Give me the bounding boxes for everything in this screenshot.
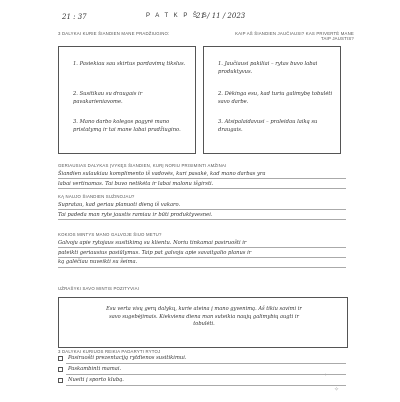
proud-box bbox=[58, 46, 196, 154]
affirmation-label: UŽRAŠYKI SAVO MINTIS POZITYVIAI bbox=[58, 286, 140, 291]
todo-checkbox[interactable] bbox=[58, 367, 63, 372]
best-thing-line: Šiandien sulaukiau komplimento iš vadovės, kuri pasakė, kad mano darbas yra bbox=[58, 171, 266, 177]
proud-item[interactable]: 2. Susitikau su draugais ir pavakarieniavome. bbox=[73, 91, 143, 105]
todo-row bbox=[58, 354, 346, 364]
todo-checkbox[interactable] bbox=[58, 356, 63, 361]
todo-text[interactable]: Pasiruošti prezentaciją rytdienos susitikimui. bbox=[68, 355, 187, 361]
todo-text[interactable]: Nueiti į sporto klubą. bbox=[68, 377, 124, 383]
best-thing-line: labai vertinamas. Tai buvo netikėta ir labai malonu išgirsti. bbox=[58, 180, 214, 187]
thoughts-area[interactable] bbox=[58, 238, 346, 272]
todo-text[interactable]: Paskambinti mamai. bbox=[68, 366, 122, 372]
learned-line: Supratau, kad geriau planuoti dieną iš vakaro. bbox=[58, 202, 181, 208]
affirmation-line: tobulėti. bbox=[193, 321, 215, 327]
proud-item[interactable]: 3. Mano darbo kolegos pagyrė mano pristatymą ir tai mane labai pradžiugino. bbox=[73, 119, 181, 133]
learned-area[interactable] bbox=[58, 200, 346, 224]
affirmation-line: Esu verta visų gerų dalykų, kurie ateina į mano gyvenimą. Aš tikiu savimi ir bbox=[106, 306, 302, 312]
thoughts-line: Galvoju apie rytojaus susitikimą su klientu. Noriu tinkamai pasiruošti ir bbox=[58, 240, 247, 246]
learned-line: Tai padeda man ryte jaustis ramiau ir būti produktyvesnei. bbox=[58, 211, 213, 218]
best-thing-label: GERIAUSIAS DALYKAS ĮVYKĘS ŠIANDIEN, KURĮ NORIU PRISIMINTI AMŽINAI bbox=[58, 163, 227, 168]
page-header bbox=[58, 12, 348, 24]
feeling-item[interactable]: 3. Atsipalaidavusi – praleidau laiką su draugais. bbox=[218, 119, 318, 133]
feeling-box bbox=[203, 46, 341, 154]
time-entry[interactable]: 21 : 37 bbox=[62, 13, 87, 21]
thoughts-line: ką galėčiau nuveikti su šeima. bbox=[58, 259, 138, 265]
affirmation-box[interactable] bbox=[58, 297, 348, 348]
weekday-selector[interactable]: P A T K P Š S bbox=[146, 13, 209, 19]
sparkle-icon: ✧ bbox=[334, 387, 340, 393]
todo-checkbox[interactable] bbox=[58, 378, 63, 383]
proud-label: 3 DALYKAI KURIE ŠIANDIEN MANE PRADŽIUGINO: bbox=[58, 31, 170, 36]
date-entry[interactable]: 21 / 11 / 2023 bbox=[196, 12, 246, 20]
thoughts-label: KOKIOS MINTYS MANO GALVOJE ŠIUO METU? bbox=[58, 232, 162, 237]
feeling-label: KAIP AŠ ŠIANDIEN JAUČIAUSI? KAS PRIVERTĖ MANE TAIP JAUSTIS? bbox=[235, 31, 354, 41]
sparkle-icon: ✦ bbox=[324, 372, 328, 377]
thoughts-line: pateikti geriausius pasiūlymus. Taip pat galvoju apie savaitgalio planus ir bbox=[58, 249, 252, 256]
affirmation-text bbox=[69, 306, 339, 329]
todo-row bbox=[58, 376, 346, 386]
feeling-item[interactable]: 2. Dėkinga esu, kad turiu galimybę tobulėti savo darbe. bbox=[218, 91, 333, 105]
proud-item[interactable]: 1. Pasiekiau sau skirtus pardavimų tikslus. bbox=[73, 61, 186, 67]
todo-row bbox=[58, 365, 346, 375]
feeling-item[interactable]: 1. Jaučiausi pakiliai – rytas buvo labai produktyvus. bbox=[218, 61, 318, 75]
affirmation-line: savo sugebėjimais. Kiekviena diena man suteikia naujų galimybių augti ir bbox=[109, 313, 299, 320]
todo-label: 3 DALYKAI KURIUOS REIKIA PADARYTI RYTOJ bbox=[58, 349, 161, 354]
learned-label: KĄ NAUJO ŠIANDIEN SUŽINOJAU? bbox=[58, 194, 135, 199]
best-thing-area[interactable] bbox=[58, 169, 346, 193]
